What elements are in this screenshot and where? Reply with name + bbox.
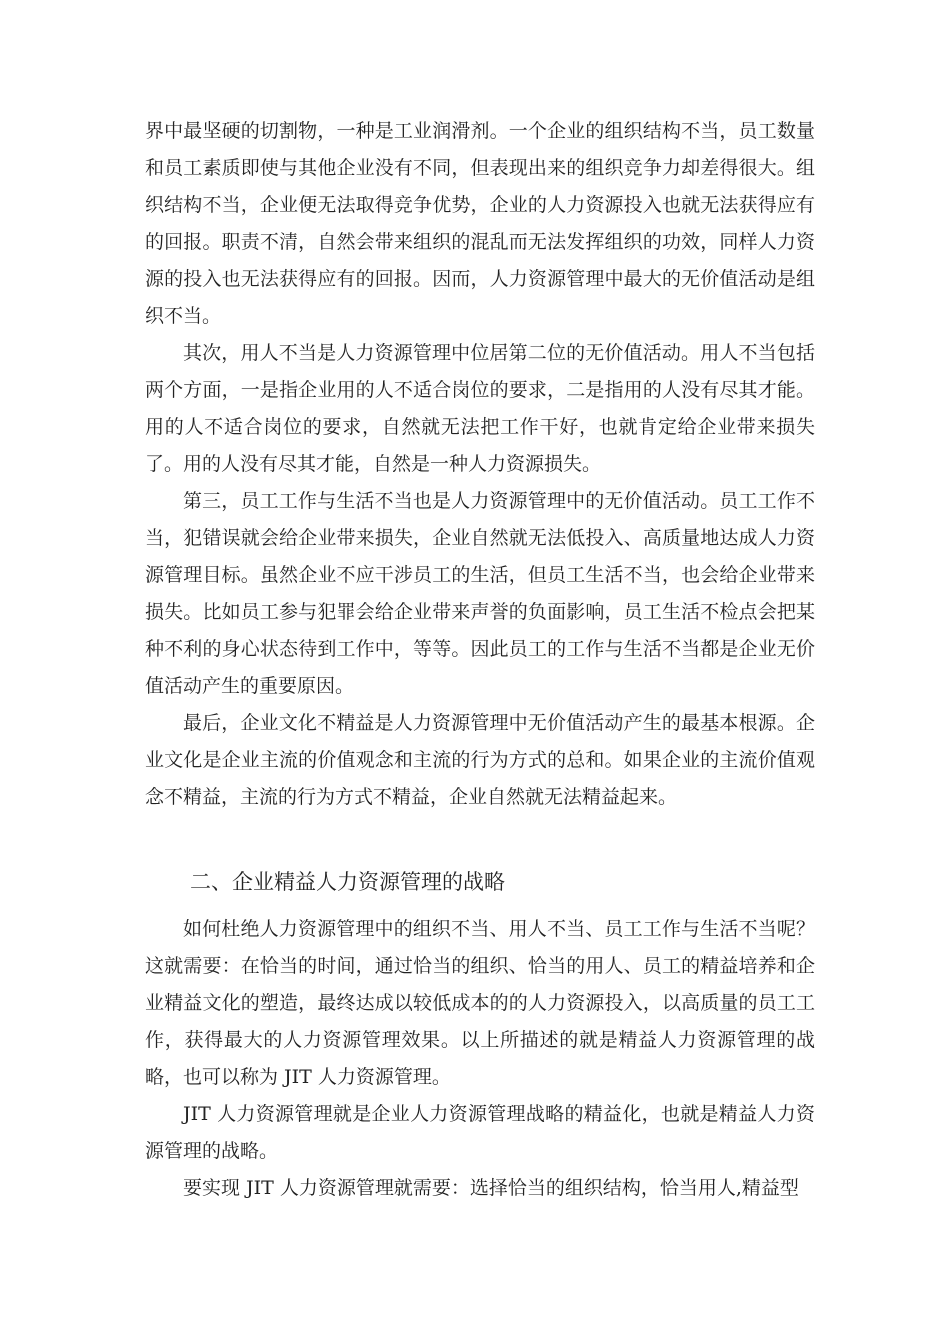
paragraph-organization-structure: 界中最坚硬的切割物，一种是工业润滑剂。一个企业的组织结构不当，员工数量和员工素质即使与其他企业没有不同，但表现出来的组织竞争力却差得很大。组织结构不当，企业便无法取得竞争优势，企业的人力资源投入也就无法获得应有的回报。职责不清，自然会带来组织的混乱而无法发挥组织的功效，同样人力资源的投入也无法获得应有的回报。因而，人力资源管理中最大的无价值活动是组织不当。 (145, 120, 815, 327)
paragraph-improper-employment: 其次，用人不当是人力资源管理中位居第二位的无价值活动。用人不当包括两个方面，一是指企业用的人不适合岗位的要求，二是指用的人没有尽其才能。用的人不适合岗位的要求，自然就无法把工作干好，也就肯定给企业带来损失了。用的人没有尽其才能，自然是一种人力资源损失。 (145, 342, 815, 475)
paragraph-jit-strategy: 如何杜绝人力资源管理中的组织不当、用人不当、员工工作与生活不当呢？这就需要：在恰当的时间，通过恰当的组织、恰当的用人、员工的精益培养和企业精益文化的塑造，最终达成以较低成本的的人力资源投入，以高质量的员工工作，获得最大的人力资源管理效果。以上所描述的就是精益人力资源管理的战略，也可以称为 JIT 人力资源管理。 (145, 918, 815, 1088)
body-text-top (145, 113, 815, 816)
paragraph-jit-requirements: 要实现 JIT 人力资源管理就需要：选择恰当的组织结构，恰当用人,精益型 (183, 1177, 799, 1199)
body-text-bottom (145, 911, 815, 1207)
paragraph-jit-definition: JIT 人力资源管理就是企业人力资源管理战略的精益化，也就是精益人力资源管理的战略。 (145, 1103, 815, 1162)
section-heading: 二、企业精益人力资源管理的战略 (190, 870, 505, 894)
paragraph-corporate-culture: 最后，企业文化不精益是人力资源管理中无价值活动产生的最基本根源。企业文化是企业主流的价值观念和主流的行为方式的总和。如果企业的主流价值观念不精益，主流的行为方式不精益，企业自然就无法精益起来。 (145, 712, 815, 808)
paragraph-work-and-life: 第三，员工工作与生活不当也是人力资源管理中的无价值活动。员工工作不当，犯错误就会给企业带来损失，企业自然就无法低投入、高质量地达成人力资源管理目标。虽然企业不应干涉员工的生活，但员工生活不当，也会给企业带来损失。比如员工参与犯罪会给企业带来声誉的负面影响，员工生活不检点会把某种不利的身心状态待到工作中，等等。因此员工的工作与生活不当都是企业无价值活动产生的重要原因。 (145, 490, 815, 697)
